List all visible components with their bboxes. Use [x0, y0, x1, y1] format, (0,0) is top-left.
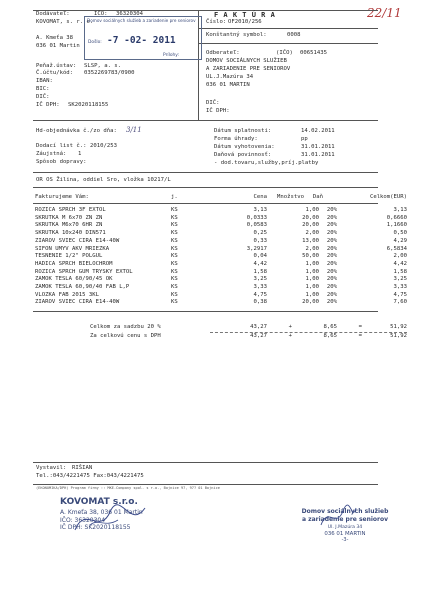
receiver-stamp-line3: Ul. J.Mazúra 34	[327, 525, 363, 530]
item-total: 4,42	[393, 260, 407, 267]
company-stamp-line2: IČO: 36320304	[60, 516, 106, 524]
invoice-title: F A K T Ú R A	[214, 11, 276, 19]
received-stamp	[84, 16, 202, 60]
due-label: Dátum splatnosti:	[214, 128, 272, 134]
item-tax: 20%	[326, 276, 337, 283]
delivery-label: Dodací list č.:	[36, 143, 87, 149]
item-tax: 20%	[326, 237, 337, 244]
issuer-bottom-rule	[33, 484, 378, 485]
supplier-account: 0352269783/0900	[84, 70, 135, 76]
receiver-signature	[318, 503, 358, 533]
delivery-value: 2010/253	[90, 143, 117, 149]
summary-row	[35, 324, 407, 332]
item-unit: KS	[171, 276, 178, 283]
receiver-stamp-line2: a zariadenie pre seniorov	[301, 515, 389, 523]
customer-line2: A ZARIADENIE PRE SENIOROV	[206, 66, 291, 72]
table-row	[35, 246, 407, 254]
issuer-contact: Tel.:043/4221475 Fax:043/4221475	[36, 473, 144, 479]
supplier-bank-label: Peňaž.ústav:	[36, 63, 77, 69]
table-row	[35, 276, 407, 284]
item-unit: KS	[171, 253, 178, 260]
item-qty: 1,00	[305, 260, 319, 267]
reference-line: OR OS Žilina, oddiel Sro, vložka 10217/L	[36, 177, 171, 183]
item-name: ZIAROV SVIEC CIRA E14-40W	[35, 237, 120, 244]
item-tax: 20%	[326, 230, 337, 237]
item-qty: 1,00	[305, 291, 319, 298]
item-qty: 1,00	[305, 276, 319, 283]
signature-scribble	[70, 500, 150, 540]
item-unit: KS	[171, 268, 178, 275]
due-value: 14.02.2011	[301, 128, 335, 134]
summary-total: 51,92	[390, 324, 407, 330]
received-stamp-attachments-label: Prílohy:	[163, 53, 180, 58]
item-price: 4,75	[253, 291, 267, 298]
item-total: 6,5834	[386, 245, 407, 252]
item-price: 0,0333	[246, 214, 267, 221]
item-price: 3,2917	[246, 245, 267, 252]
supplier-icdph: SK2020118155	[68, 102, 109, 108]
item-qty: 2,00	[305, 230, 319, 237]
item-name: ROZICA SPRCH 3F EXTOL	[35, 207, 106, 213]
item-tax: 20%	[326, 207, 337, 213]
table-row	[35, 261, 407, 269]
item-price: 0,33	[253, 237, 267, 244]
summary-total: 51,92	[390, 333, 407, 339]
customer-dic-label: DIČ:	[206, 100, 220, 106]
payment-label: Forma úhrady:	[214, 136, 258, 142]
item-price: 1,58	[253, 268, 267, 275]
item-name: TESNENIE 1/2" POLGUL	[35, 253, 103, 260]
table-header	[35, 194, 407, 202]
item-name: SKRUTKA 10x240 DIN571	[35, 230, 106, 237]
table-row	[35, 292, 407, 300]
customer-line3: UL.J.Mazúra 34	[206, 74, 254, 80]
tax-date-label: Daňová povinnosť:	[214, 152, 272, 158]
receiver-stamp-line1: Domov sociálnych služieb	[301, 508, 389, 515]
supplier-iban-label: IBAN:	[36, 78, 53, 84]
received-stamp-date-label: Došlo:	[88, 40, 102, 45]
customer-icdph-label: IČ DPH:	[206, 108, 230, 114]
header-price: Cena	[253, 194, 267, 200]
item-tax: 20%	[326, 284, 337, 290]
item-total: 4,75	[393, 291, 407, 298]
tax-date-value: 31.01.2011	[301, 152, 335, 158]
table-body-rule	[33, 311, 378, 312]
shipping-label: Spôsob dopravy:	[36, 159, 87, 165]
item-total: 0,50	[393, 230, 407, 237]
payment-value: pp	[301, 136, 308, 142]
customer-line1: DOMOV SOCIÁLNYCH SLUŽIEB	[206, 58, 287, 64]
summary-label: Celkom za sadzbu 20 %	[90, 324, 161, 330]
supplier-name: KOVOMAT, s. r. o.	[36, 19, 94, 25]
supplier-street: A. Kmeťa 38	[36, 35, 74, 41]
item-unit: KS	[171, 245, 178, 252]
received-stamp-title: Domov sociálnych služieb a zariadenie pre seniorov	[87, 18, 196, 23]
reference-bottom-rule	[33, 187, 378, 188]
supplier-bic-label: BIC:	[36, 86, 50, 92]
company-stamp-line1: A. Kmeťa 38, 036 01 Martin	[60, 509, 143, 517]
table-row	[35, 299, 407, 307]
header-tax: Daň	[312, 194, 323, 200]
issue-value: 31.01.2011	[301, 144, 335, 150]
item-price: 0,0583	[246, 222, 267, 229]
item-qty: 50,00	[302, 253, 319, 260]
item-price: 3,25	[253, 276, 267, 283]
item-total: 3,33	[393, 284, 407, 290]
item-qty: 1,00	[305, 284, 319, 290]
summary-plus: +	[288, 333, 292, 339]
summary-base: 43,27	[250, 333, 267, 339]
supplier-label: Dodávateľ:	[36, 11, 70, 17]
item-unit: KS	[171, 299, 178, 306]
item-unit: KS	[171, 207, 178, 213]
item-total: 3,13	[393, 207, 407, 213]
table-row	[35, 284, 407, 292]
company-stamp-line3: IČ DPH: SK2020118155	[60, 524, 131, 532]
item-price: 3,33	[253, 284, 267, 290]
handwritten-page-ref: 22/11	[367, 6, 402, 20]
summary-eq: =	[358, 324, 362, 330]
item-qty: 1,00	[305, 207, 319, 213]
item-price: 3,13	[253, 207, 267, 213]
item-unit: KS	[171, 260, 178, 267]
issuer-top-rule	[33, 462, 378, 463]
summary-base: 43,27	[250, 324, 267, 330]
invoice-number: OF2010/256	[228, 19, 262, 25]
item-total: 0,6660	[386, 214, 407, 221]
customer-top-rule	[198, 43, 378, 44]
item-tax: 20%	[326, 222, 337, 229]
item-total: 1,1660	[386, 222, 407, 229]
supplier-account-label: Č.účtu/kód:	[36, 70, 74, 76]
order-label: Hd-objednávka č./zo dňa:	[36, 128, 117, 134]
item-qty: 1,00	[305, 268, 319, 275]
item-qty: 20,00	[302, 299, 319, 306]
table-row	[35, 253, 407, 261]
package-label: Záujstná:	[36, 151, 67, 157]
header-bottom-rule	[33, 120, 378, 121]
item-unit: KS	[171, 284, 178, 290]
item-unit: KS	[171, 237, 178, 244]
supplier-bank: SLSP, a. s.	[84, 63, 122, 69]
summary-eq: =	[358, 333, 362, 339]
item-name: SKRUTKA M6x70 6HR ZN	[35, 222, 103, 229]
issuer-name: RIŠIAN	[72, 465, 93, 471]
item-name: ROZICA SPRCH GUM TRYSKY EXTOL	[35, 268, 133, 275]
summary-plus: +	[288, 324, 292, 330]
item-tax: 20%	[326, 253, 337, 260]
invoice-title-rule	[198, 28, 378, 29]
const-symbol-label: Konštantný symbol:	[206, 32, 267, 38]
item-name: ZAMOK TESLA 60/90/45 OK	[35, 276, 113, 283]
item-total: 2,00	[393, 253, 407, 260]
table-row	[35, 269, 407, 277]
item-tax: 20%	[326, 268, 337, 275]
receiver-stamp-line4: 036 01 MARTIN	[324, 530, 366, 537]
item-name: SKRUTKA M 6x70 ZN ZN	[35, 214, 103, 221]
customer-ico-label: (IČO)	[276, 50, 293, 56]
summary-row	[35, 333, 407, 341]
supplier-ico-label: IČO:	[94, 11, 108, 17]
item-total: 4,29	[393, 237, 407, 244]
item-unit: KS	[171, 222, 178, 229]
item-price: 0,38	[253, 299, 267, 306]
package-value: 1	[78, 151, 82, 157]
table-row	[35, 222, 407, 230]
customer-label: Odberateľ:	[206, 50, 240, 56]
item-tax: 20%	[326, 299, 337, 306]
summary-label: Za celkovú cenu s DPH	[90, 333, 161, 339]
invoice-number-label: Číslo:	[206, 19, 227, 25]
item-unit: KS	[171, 214, 178, 221]
issuer-label: Vystavil:	[36, 465, 67, 471]
item-price: 0,25	[253, 230, 267, 237]
item-total: 3,25	[393, 276, 407, 283]
item-price: 4,42	[253, 260, 267, 267]
item-total: 7,60	[393, 299, 407, 306]
table-row	[35, 230, 407, 238]
header-total: Celkom(EUR)	[369, 194, 407, 200]
item-qty: 20,00	[302, 222, 319, 229]
table-row	[35, 207, 407, 215]
supplier-city: 036 01 Martin	[36, 43, 80, 49]
header-qty: Množstvo	[277, 194, 304, 200]
header-name: Fakturujeme Vám:	[35, 194, 89, 200]
receiver-stamp-line5: -3-	[341, 537, 349, 544]
item-tax: 20%	[326, 260, 337, 267]
order-value: 3/11	[126, 126, 142, 134]
table-row	[35, 238, 407, 246]
company-stamp-name: KOVOMAT s.r.o.	[60, 497, 138, 507]
supplier-icdph-label: IČ DPH:	[36, 102, 60, 108]
customer-ico: 00651435	[300, 50, 327, 56]
item-name: ZAMOK TESLA 60,90/40 FAB L,P	[35, 284, 130, 290]
reference-top-rule	[33, 172, 378, 173]
item-tax: 20%	[326, 245, 337, 252]
header-unit: j.	[171, 194, 178, 200]
item-name: SIFON UMYV AKV MRIEZKA	[35, 245, 110, 252]
footer-line: (EKONOMIKA/DPH) Program firmy :: MKE-Company spol. s r.o., Bojnice 97, 97? 01 Bojnice	[36, 486, 220, 490]
item-qty: 13,00	[302, 237, 319, 244]
item-tax: 20%	[326, 291, 337, 298]
item-total: 1,58	[393, 268, 407, 275]
item-price: 0,04	[253, 253, 267, 260]
table-row	[35, 215, 407, 223]
issue-label: Dátum vyhotovenia:	[214, 144, 275, 150]
customer-line4: 036 01 MARTIN	[206, 82, 250, 88]
item-name: ZIAROV SVIEC CIRA E14-40W	[35, 299, 120, 306]
tax-date-note: - dod.tovaru,služby,príj.platby	[214, 160, 319, 166]
const-symbol: 0008	[287, 32, 301, 38]
item-name: HADICA SPRCH BIELOCHROM	[35, 260, 113, 267]
summary-tax: 8,65	[323, 324, 337, 330]
supplier-dic-label: DIČ:	[36, 94, 50, 100]
summary-tax: 8,65	[323, 333, 337, 339]
item-qty: 2,00	[305, 245, 319, 252]
table-header-rule	[33, 203, 378, 204]
item-name: VLOZKA FAB 2015 3KL	[35, 291, 99, 298]
received-stamp-date: -7 -02- 2011	[107, 35, 176, 46]
item-unit: KS	[171, 291, 178, 298]
summary-total-rule	[210, 332, 407, 333]
item-qty: 20,00	[302, 214, 319, 221]
item-tax: 20%	[326, 214, 337, 221]
item-unit: KS	[171, 230, 178, 237]
supplier-ico: 36320304	[116, 11, 143, 17]
